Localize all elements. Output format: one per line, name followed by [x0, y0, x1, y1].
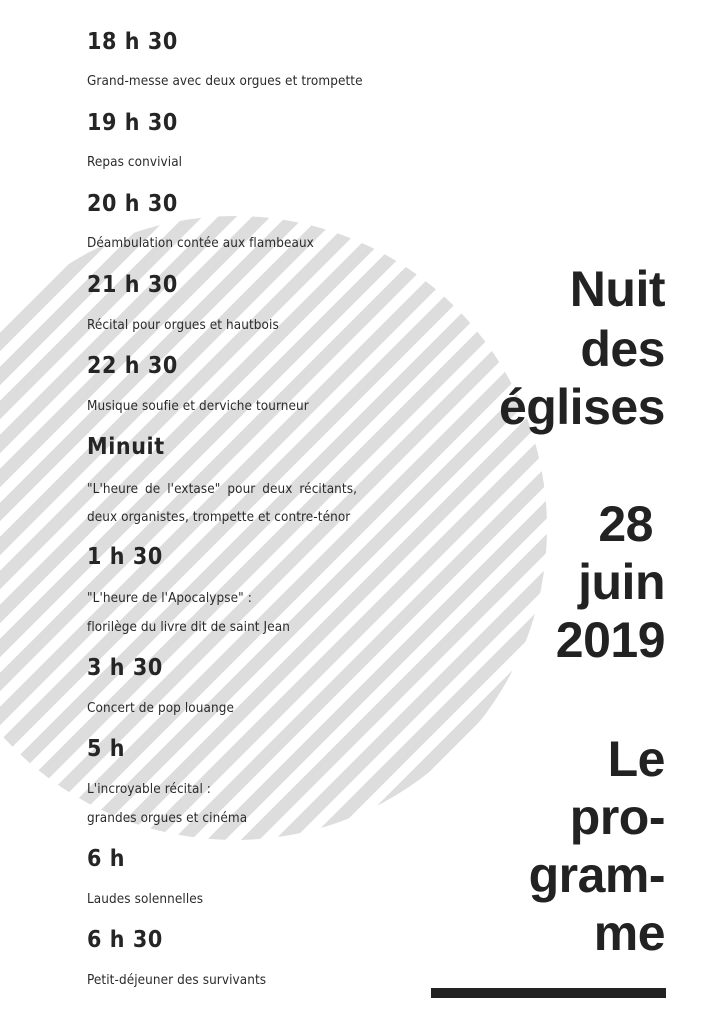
date-month: juin: [578, 554, 665, 610]
schedule-time-10: 6 h: [87, 846, 126, 872]
date-day: 28: [598, 496, 653, 552]
schedule-desc-9b: grandes orgues et cinéma: [87, 811, 248, 826]
program-line-4: me: [593, 905, 665, 961]
schedule-time-3: 20 h 30: [87, 191, 178, 217]
schedule-desc-5: Musique soufie et derviche tourneur: [87, 399, 309, 414]
schedule-time-7: 1 h 30: [87, 544, 163, 570]
schedule-desc-2: Repas convivial: [87, 155, 183, 170]
date-year: 2019: [555, 612, 665, 668]
schedule-desc-10: Laudes solennelles: [87, 892, 204, 907]
schedule-desc-6a: "L'heure de l'extase" pour deux récitants,: [87, 482, 358, 497]
schedule-time-1: 18 h 30: [87, 29, 178, 55]
program-line-1: Le: [607, 731, 665, 787]
schedule-time-6: Minuit: [87, 434, 165, 460]
program-line-3: gram-: [528, 847, 665, 903]
schedule-desc-9a: L'incroyable récital :: [87, 782, 211, 797]
title-line-3: églises: [498, 379, 665, 435]
schedule-desc-6b: deux organistes, trompette et contre-ténor: [87, 510, 351, 525]
schedule-time-8: 3 h 30: [87, 655, 163, 681]
stripe: [670, 0, 724, 1024]
decorative-underline-bar: [431, 988, 666, 998]
schedule-time-9: 5 h: [87, 736, 126, 762]
schedule-time-11: 6 h 30: [87, 927, 163, 953]
schedule-time-5: 22 h 30: [87, 353, 178, 379]
schedule-desc-7b: florilège du livre dit de saint Jean: [87, 620, 290, 635]
schedule-desc-4: Récital pour orgues et hautbois: [87, 318, 279, 333]
schedule-time-4: 21 h 30: [87, 272, 178, 298]
stripe: [704, 0, 724, 1024]
title-line-2: des: [580, 321, 665, 377]
schedule-time-2: 19 h 30: [87, 110, 178, 136]
schedule-desc-8: Concert de pop louange: [87, 701, 234, 716]
title-line-1: Nuit: [569, 261, 665, 317]
schedule-desc-1: Grand-messe avec deux orgues et trompette: [87, 74, 363, 89]
schedule-desc-11: Petit-déjeuner des survivants: [87, 973, 267, 988]
program-line-2: pro-: [569, 789, 665, 845]
schedule-desc-7a: "L'heure de l'Apocalypse" :: [87, 591, 252, 606]
schedule-desc-3: Déambulation contée aux flambeaux: [87, 236, 314, 251]
